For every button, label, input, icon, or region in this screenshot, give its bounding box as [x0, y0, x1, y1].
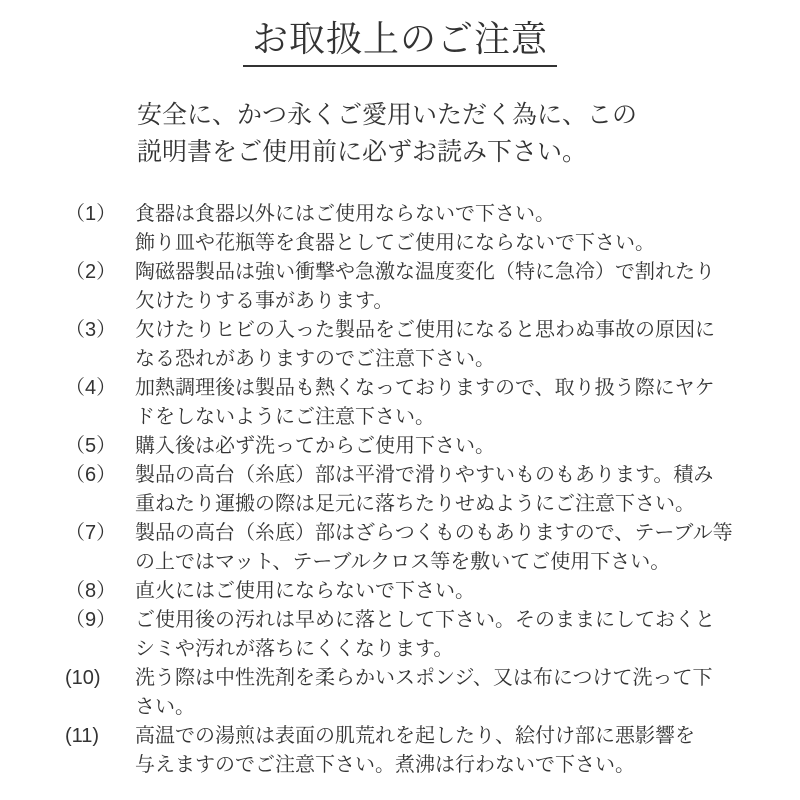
- item-text: 高温での湯煎は表面の肌荒れを起したり、絵付け部に悪影響を 与えますのでご注意下さい。煮沸は行わないで下さい。: [135, 725, 695, 776]
- precaution-list: [0, 200, 800, 780]
- item-text: ご使用後の汚れは早めに落として下さい。そのままにしておくと シミや汚れが落ちにくくなります。: [135, 609, 715, 660]
- item-number: （6）: [65, 464, 117, 486]
- precaution-item: [65, 200, 800, 258]
- item-text: 製品の高台（糸底）部は平滑で滑りやすいものもあります。積み 重ねたり運搬の際は足元に落ちたりせぬようにご注意下さい。: [135, 464, 714, 515]
- precaution-item: [65, 577, 800, 606]
- item-number: （8）: [65, 580, 117, 602]
- precaution-item: [65, 664, 800, 722]
- precaution-item: [65, 374, 800, 432]
- precaution-item: [65, 722, 800, 780]
- precaution-item: [65, 258, 800, 316]
- precaution-item: [65, 606, 800, 664]
- item-text: 欠けたりヒビの入った製品をご使用になると思わぬ事故の原因に なる恐れがありますのでご注意下さい。: [135, 319, 715, 370]
- item-text: 購入後は必ず洗ってからご使用下さい。: [135, 435, 495, 457]
- item-number: （7）: [65, 522, 117, 544]
- item-text: 直火にはご使用にならないで下さい。: [135, 580, 475, 602]
- item-number: （4）: [65, 377, 117, 399]
- intro-text: [137, 97, 800, 171]
- item-text: 陶磁器製品は強い衝撃や急激な温度変化（特に急冷）で割れたり 欠けたりする事があります。: [135, 261, 715, 312]
- item-number: (11): [65, 725, 100, 747]
- precaution-item: [65, 432, 800, 461]
- intro-line-2: 説明書をご使用前に必ずお読み下さい。: [137, 138, 588, 166]
- item-text: 製品の高台（糸底）部はざらつくものもありますので、テーブル等 の上ではマット、テーブルクロス等を敷いてご使用下さい。: [135, 522, 733, 573]
- page-title: お取扱上のご注意: [243, 16, 557, 67]
- item-number: （3）: [65, 319, 117, 341]
- item-number: （2）: [65, 261, 117, 283]
- item-number: （1）: [65, 203, 117, 225]
- item-text: 加熱調理後は製品も熱くなっておりますので、取り扱う際にヤケ ドをしないようにご注意下さい。: [135, 377, 715, 428]
- precaution-item: [65, 519, 800, 577]
- intro-line-1: 安全に、かつ永くご愛用いただく為に、この: [137, 101, 638, 129]
- item-text: 洗う際は中性洗剤を柔らかいスポンジ、又は布につけて洗って下 さい。: [135, 667, 713, 718]
- item-number: （5）: [65, 435, 117, 457]
- item-text: 食器は食器以外にはご使用ならないで下さい。 飾り皿や花瓶等を食器としてご使用にならないで下さい。: [135, 203, 655, 254]
- precaution-item: [65, 316, 800, 374]
- precaution-item: [65, 461, 800, 519]
- item-number: （9）: [65, 609, 117, 631]
- item-number: (10): [65, 667, 101, 689]
